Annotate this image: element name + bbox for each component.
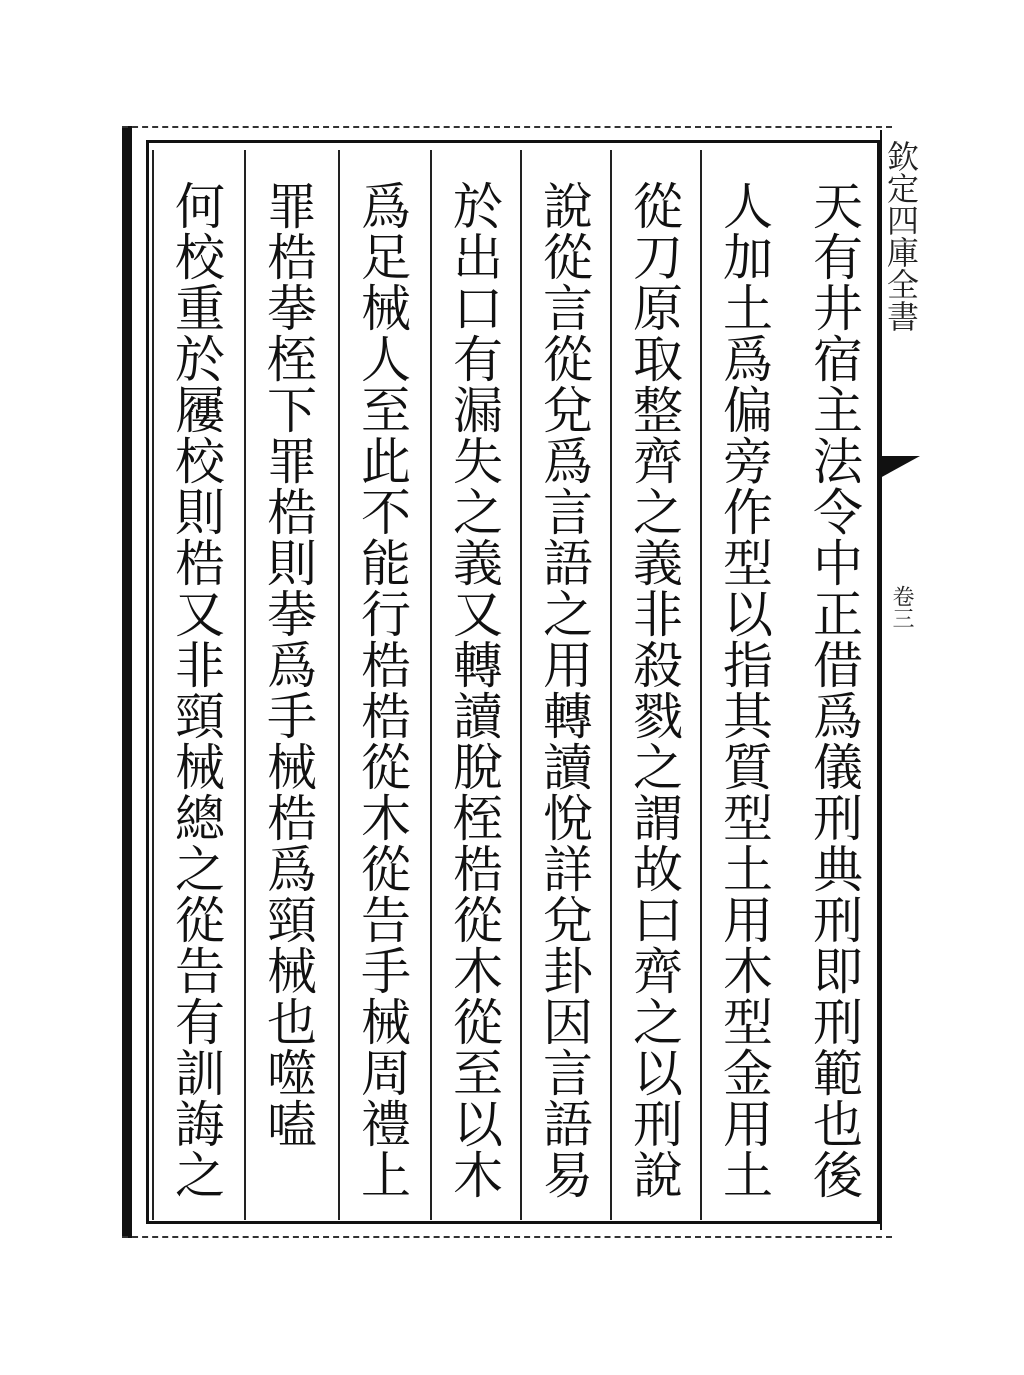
text-column-6	[338, 150, 426, 1220]
text-column-3	[610, 150, 698, 1220]
text-column-7	[244, 150, 332, 1220]
column-text: 天有井宿主法令中正借爲儀刑典刑即刑範也後	[805, 180, 863, 1200]
text-column-2	[700, 150, 788, 1220]
top-border-rule	[122, 126, 892, 131]
column-text: 人加土爲偏旁作型以指其質型土用木型金用土	[715, 180, 773, 1200]
outer-border-left	[122, 126, 132, 1238]
column-text: 從刀原取整齊之義非殺戮之謂故曰齊之以刑說	[625, 180, 683, 1200]
volume-label: 卷三	[889, 585, 914, 629]
text-column-8	[152, 150, 240, 1220]
column-text: 爲足械人至此不能行梏梏從木從告手械周禮上	[353, 180, 411, 1200]
fish-tail-mark	[880, 456, 920, 478]
text-column-1	[790, 150, 878, 1220]
bottom-border-rule	[122, 1236, 892, 1241]
column-text: 罪梏拲桎下罪梏則拲爲手械梏爲頸械也噬嗑	[259, 180, 317, 1149]
text-column-5	[430, 150, 518, 1220]
column-text: 何校重於屨校則梏又非頸械總之從告有訓誨之	[167, 180, 225, 1200]
text-column-4	[520, 150, 608, 1220]
column-text: 說從言從兌爲言語之用轉讀悅詳兌卦因言語易	[535, 180, 593, 1200]
book-title: 欽定四庫全書	[882, 140, 920, 332]
column-text: 於出口有漏失之義又轉讀脫桎梏從木從至以木	[445, 180, 503, 1200]
